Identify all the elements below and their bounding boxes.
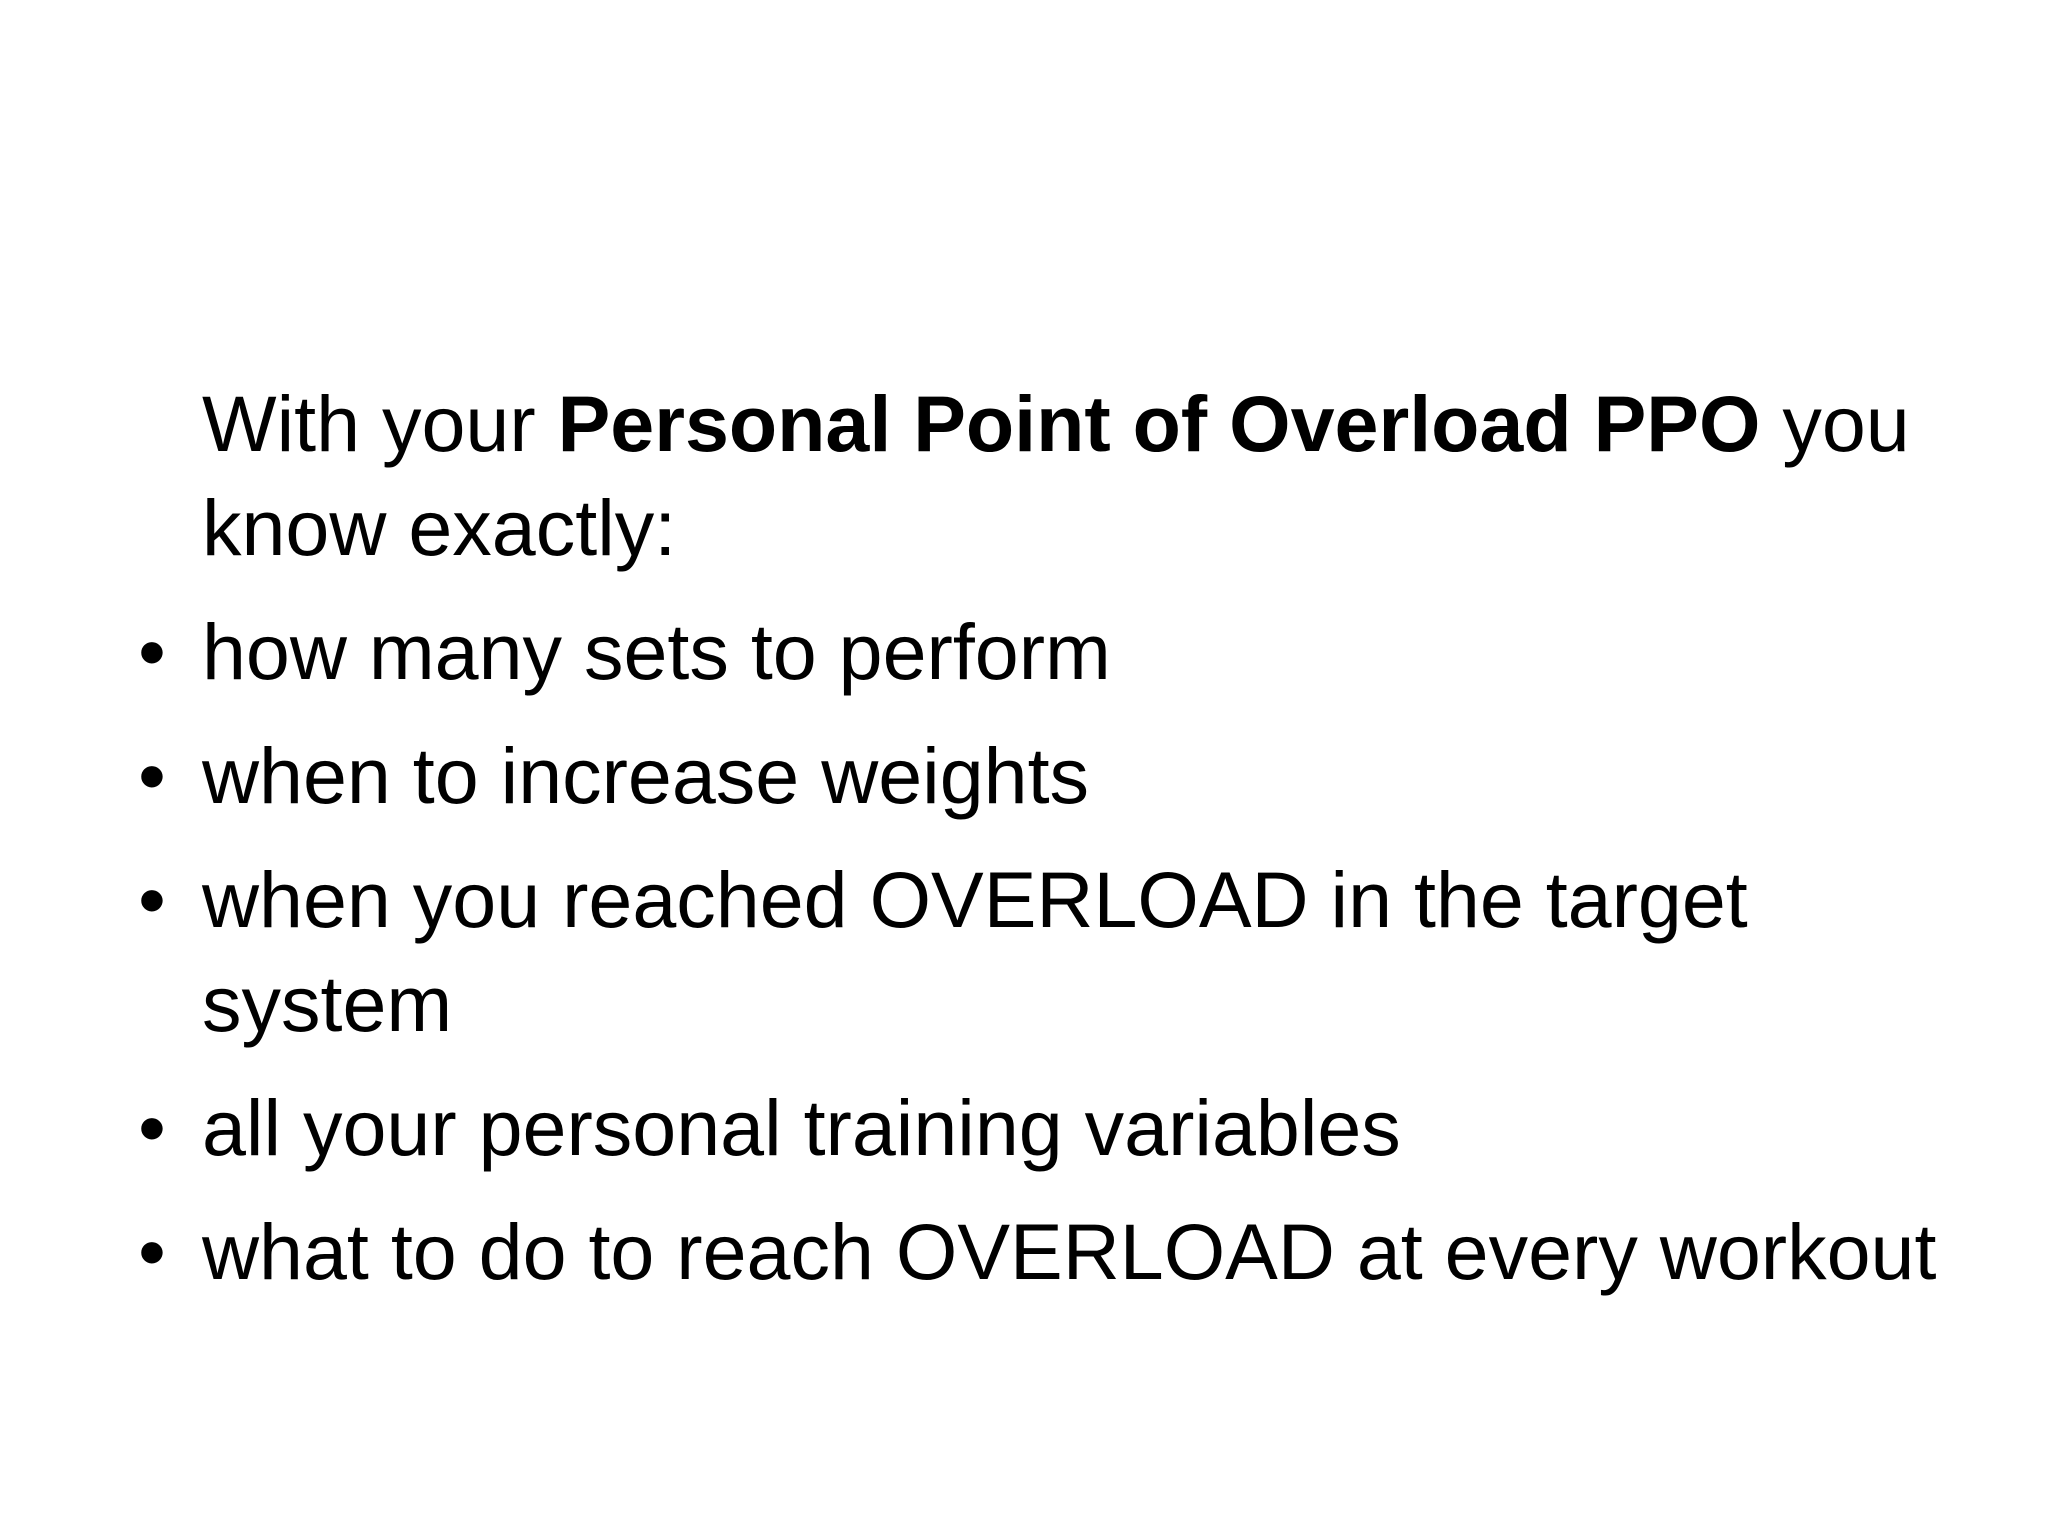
intro-paragraph bbox=[202, 372, 1962, 580]
intro-tail-text: you know exactly: bbox=[202, 379, 1910, 572]
bullet-item bbox=[138, 600, 1962, 704]
intro-lead-text: With your bbox=[202, 379, 558, 468]
slide-body bbox=[138, 372, 1962, 1324]
bullet-icon: • bbox=[138, 731, 166, 820]
bullet-item bbox=[138, 1076, 1962, 1180]
bullet-item bbox=[138, 724, 1962, 828]
bullet-icon: • bbox=[138, 855, 166, 944]
bullet-text: when you reached OVERLOAD in the target system bbox=[202, 855, 1748, 1048]
intro-emphasis-text: Personal Point of Overload PPO bbox=[557, 379, 1761, 468]
bullet-icon: • bbox=[138, 1207, 166, 1296]
bullet-text: how many sets to perform bbox=[202, 607, 1111, 696]
bullet-text: when to increase weights bbox=[202, 731, 1090, 820]
bullet-text: all your personal training variables bbox=[202, 1083, 1401, 1172]
bullet-icon: • bbox=[138, 1083, 166, 1172]
bullet-item bbox=[138, 848, 1962, 1056]
bullet-list bbox=[138, 600, 1962, 1304]
bullet-icon: • bbox=[138, 607, 166, 696]
bullet-item bbox=[138, 1200, 1962, 1304]
bullet-text: what to do to reach OVERLOAD at every workout bbox=[202, 1207, 1937, 1296]
